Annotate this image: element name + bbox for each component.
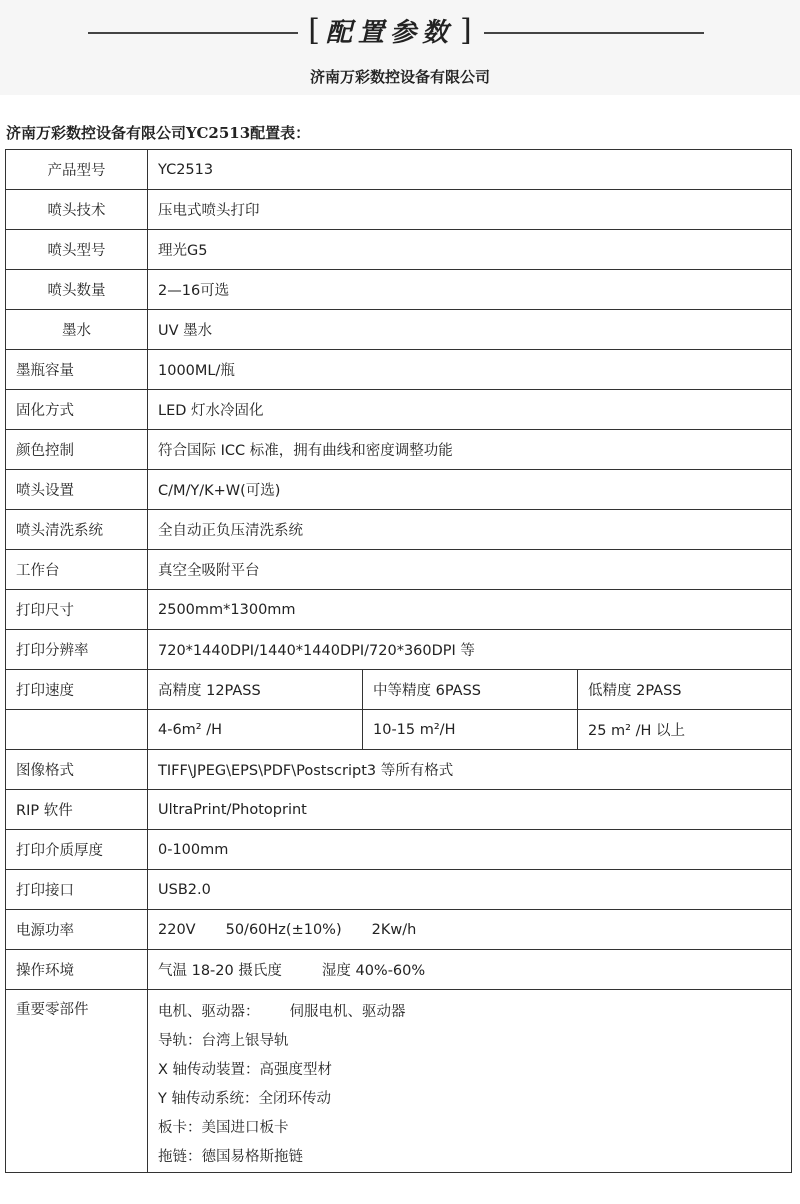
- environment-temperature: 气温 18-20 摄氏度: [158, 963, 282, 979]
- speed-mode-low: 低精度 2PASS: [578, 670, 792, 710]
- parts-line-text: 伺服电机、驱动器: [289, 1004, 406, 1020]
- title-text: 配置参数: [325, 17, 454, 48]
- table-row: [6, 630, 792, 670]
- page-title: [300, 10, 480, 50]
- title-divider-left: [88, 32, 298, 34]
- row-value: 0-100mm: [148, 830, 792, 870]
- spec-table: [5, 149, 792, 1173]
- speed-rate-medium: 10-15 m²/H: [363, 710, 578, 750]
- row-label: 颜色控制: [6, 430, 148, 470]
- table-row: [6, 390, 792, 430]
- power-value: [148, 910, 792, 950]
- table-row: [6, 830, 792, 870]
- title-bracket-close: ]: [460, 12, 472, 48]
- power-consumption: 2Kw/h: [371, 921, 417, 938]
- parts-line: 拖链：德国易格斯拖链: [158, 1149, 303, 1165]
- row-value: 压电式喷头打印: [148, 190, 792, 230]
- table-row: [6, 590, 792, 630]
- power-voltage: 220V: [158, 921, 196, 938]
- row-label: 重要零部件: [6, 990, 148, 1173]
- row-value: 2—16可选: [148, 270, 792, 310]
- row-value: 符合国际 ICC 标准，拥有曲线和密度调整功能: [148, 430, 792, 470]
- row-value: LED 灯水冷固化: [148, 390, 792, 430]
- parts-value: [148, 990, 792, 1173]
- table-row: [6, 510, 792, 550]
- parts-line: [158, 998, 781, 1027]
- row-label: 图像格式: [6, 750, 148, 790]
- row-label: 电源功率: [6, 910, 148, 950]
- speed-rate-low: 25 m² /H 以上: [578, 710, 792, 750]
- parts-line: Y 轴传动系统：全闭环传动: [158, 1091, 331, 1107]
- row-value: 2500mm*1300mm: [148, 590, 792, 630]
- row-label: 固化方式: [6, 390, 148, 430]
- speed-mode-medium: 中等精度 6PASS: [363, 670, 578, 710]
- table-row: [6, 870, 792, 910]
- speed-mode-row: [6, 670, 792, 710]
- environment-row: [6, 950, 792, 990]
- row-label: 喷头清洗系统: [6, 510, 148, 550]
- row-label: 打印速度: [6, 670, 148, 710]
- row-value: UV 墨水: [148, 310, 792, 350]
- row-label: 打印接口: [6, 870, 148, 910]
- row-label: 喷头设置: [6, 470, 148, 510]
- table-heading: 济南万彩数控设备有限公司YC2513配置表：: [6, 124, 311, 142]
- title-bracket-open: [: [308, 12, 320, 48]
- power-frequency: 50/60Hz(±10%): [225, 921, 342, 938]
- parts-line: 板卡：美国进口板卡: [158, 1120, 289, 1136]
- table-row: [6, 350, 792, 390]
- table-row: [6, 430, 792, 470]
- row-label: 产品型号: [6, 150, 148, 190]
- row-label: 墨水: [6, 310, 148, 350]
- table-row: [6, 190, 792, 230]
- row-value: 真空全吸附平台: [148, 550, 792, 590]
- page-title-row: [0, 10, 800, 50]
- table-row: [6, 470, 792, 510]
- row-label: 打印尺寸: [6, 590, 148, 630]
- row-label: RIP 软件: [6, 790, 148, 830]
- environment-humidity: 湿度 40%-60%: [321, 963, 426, 979]
- empty-label-cell: [6, 710, 148, 750]
- table-row: [6, 750, 792, 790]
- table-row: [6, 310, 792, 350]
- row-value: 1000ML/瓶: [148, 350, 792, 390]
- parts-line: 导轨：台湾上银导轨: [158, 1033, 289, 1049]
- row-label: 打印分辨率: [6, 630, 148, 670]
- row-value: 720*1440DPI/1440*1440DPI/720*360DPI 等: [148, 630, 792, 670]
- power-row: [6, 910, 792, 950]
- row-label: 操作环境: [6, 950, 148, 990]
- row-value: C/M/Y/K+W(可选): [148, 470, 792, 510]
- row-label: 工作台: [6, 550, 148, 590]
- row-label: 喷头数量: [6, 270, 148, 310]
- table-row: [6, 230, 792, 270]
- table-row: [6, 550, 792, 590]
- speed-rate-row: [6, 710, 792, 750]
- speed-rate-high: 4-6m² /H: [148, 710, 363, 750]
- row-value: UltraPrint/Photoprint: [148, 790, 792, 830]
- parts-row: [6, 990, 792, 1173]
- row-label: 墨瓶容量: [6, 350, 148, 390]
- row-value: TIFF\JPEG\EPS\PDF\Postscript3 等所有格式: [148, 750, 792, 790]
- row-value: YC2513: [148, 150, 792, 190]
- table-row: [6, 790, 792, 830]
- environment-value: [148, 950, 792, 990]
- row-value: 全自动正负压清洗系统: [148, 510, 792, 550]
- row-value: USB2.0: [148, 870, 792, 910]
- parts-line-text: 电机、驱动器：: [158, 1004, 260, 1020]
- row-label: 打印介质厚度: [6, 830, 148, 870]
- row-value: 理光G5: [148, 230, 792, 270]
- table-row: [6, 150, 792, 190]
- row-label: 喷头技术: [6, 190, 148, 230]
- speed-mode-high: 高精度 12PASS: [148, 670, 363, 710]
- parts-line: X 轴传动装置：高强度型材: [158, 1062, 333, 1078]
- company-name: 济南万彩数控设备有限公司: [309, 68, 490, 86]
- row-label: 喷头型号: [6, 230, 148, 270]
- table-row: [6, 270, 792, 310]
- title-divider-right: [484, 32, 704, 34]
